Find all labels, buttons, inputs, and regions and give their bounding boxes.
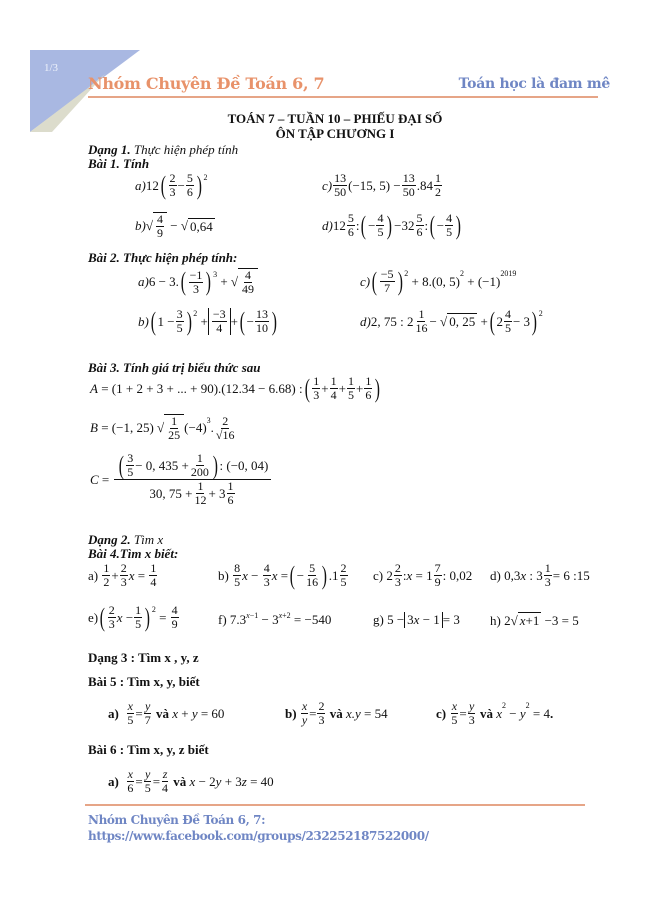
worksheet-subtitle: ÔN TẬP CHƯƠNG I [275, 126, 395, 141]
exercise-3-A: A = (1 + 2 + 3 + ... + 90).(12.34 − 6.68) : ( $\frac{1}{3}$ + $\frac{1}{4}$ + $\frac{1}{5}$ + $\frac{1}{6}$ ) [90, 373, 381, 403]
exercise-1c: c) $\frac{13}{50}$ (−15, 5) − $\frac{13}{50}$ .84 $\frac{1}{2}$ [322, 171, 441, 199]
exercise-4e: e) ( $\frac{2}{3}$ x − $\frac{1}{5}$ ) 2 = $\frac{4}{9}$ [88, 602, 178, 632]
exercise-3-title: Bài 3. Tính giá trị biểu thức sau [88, 360, 261, 375]
exercise-2a: a) 6 − 3. ( $\frac{-1}{3}$ ) 3 + √ $\frac{4}{49}$ [138, 268, 258, 296]
exercise-1a: a) 12 ( $\frac{2}{3}$ − $\frac{5}{6}$ ) 2 [135, 170, 208, 200]
exercise-4c: c) 2 $\frac{2}{3}$ : x = 1 $\frac{7}{9}$ : 0,02 [373, 561, 473, 589]
exercise-6a: a) $\frac{x}{6}$ = $\frac{y}{5}$ = $\frac{z}{4}$ và x − 2 y + 3 z = 40 [108, 767, 274, 795]
footer-group-link[interactable]: https://www.facebook.com/groups/232252187522000/ [88, 829, 429, 843]
slogan: Toán học là đam mê [458, 76, 610, 92]
exercise-5b: b) $\frac{x}{y}$ = $\frac{2}{3}$ và x.y = 54 [285, 699, 388, 727]
exercise-2-title: Bài 2. Thực hiện phép tính: [88, 250, 238, 265]
footer-group-name: Nhóm Chuyên Đề Toán 6, 7: [88, 813, 266, 827]
page-indicator: 1/3 [44, 62, 59, 74]
exercise-4f: f) 7.3 x−1 − 3 x+2 = −540 [218, 610, 332, 627]
exercise-4g: g) 5 − 3x − 1 = 3 [373, 612, 460, 627]
section-heading-3: Dạng 3 : Tìm x , y, z [88, 650, 199, 665]
exercise-4h: h) 2√ x+1 −3 = 5 [490, 612, 579, 628]
header-rule [88, 96, 598, 98]
exercise-5a: a) $\frac{x}{5}$ = $\frac{y}{7}$ và x + y = 60 [108, 699, 225, 727]
exercise-2c: c) ( $\frac{-5}{7}$ ) 2 + 8.(0, 5) 2 + (−1) 2019 [360, 266, 517, 296]
exercise-1-title: Bài 1. Tính [88, 156, 150, 171]
group-name: Nhóm Chuyên Đề Toán 6, 7 [88, 74, 325, 93]
section-label: Dạng 1. [88, 142, 131, 157]
exercise-1d: d) 12 $\frac{5}{6}$ : ( − $\frac{4}{5}$ ) −32 $\frac{5}{6}$ : ( − $\frac{4}{5}$ ) [322, 210, 462, 240]
exercise-6-title: Bài 6 : Tìm x, y, z biết [88, 742, 209, 757]
section-label: Dạng 2. [88, 532, 131, 547]
exercise-2d: d) 2, 75 : 2 $\frac{1}{16}$ − √ 0, 25 + ( 2 $\frac{4}{5}$ − 3 ) 2 [360, 306, 543, 336]
exercise-4-title: Bài 4.Tìm x biết: [88, 546, 179, 561]
exercise-4a: a) $\frac{1}{2}$ + $\frac{2}{3}$ x = $\frac{1}{4}$ [88, 561, 157, 589]
section-topic: Tìm x [133, 532, 164, 547]
worksheet-title: TOÁN 7 – TUẦN 10 – PHIẾU ĐẠI SỐ [227, 111, 443, 126]
exercise-2b: b) ( 1 − $\frac{3}{5}$ ) 2 + $\frac{-3}{4}$ + ( − $\frac{13}{10}$ ) [138, 306, 277, 336]
exercise-3-B: B = (−1, 25) √ $\frac{1}{25}$ (−4) 3 . $\frac{2}{√16}$ [90, 413, 235, 442]
exercise-4b: b) $\frac{8}{5}$ x − $\frac{4}{3}$ x = ( − $\frac{5}{16}$ ) .1 $\frac{2}{5}$ [218, 560, 347, 590]
exercise-3-C: C = ( $\frac{3}{5}$ − 0, 435 + $\frac{1}{200}$ ) : (−0, 04) 30, 75 + $\frac{1}{12}$ + 3 $\frac{1}{6}$ [90, 452, 272, 507]
section-topic: Thực hiện phép tính [133, 142, 239, 157]
exercise-5-title: Bài 5 : Tìm x, y, biết [88, 674, 200, 689]
footer-rule [85, 804, 585, 806]
exercise-4d: d) 0,3 x : 3 $\frac{1}{3}$ = 6 :15 [490, 561, 590, 589]
exercise-5c: c) $\frac{x}{5}$ = $\frac{y}{3}$ và x 2 − y 2 = 4 . [436, 699, 554, 727]
exercise-1b: b) √ $\frac{4}{9}$ − √ 0,64 [135, 212, 213, 240]
